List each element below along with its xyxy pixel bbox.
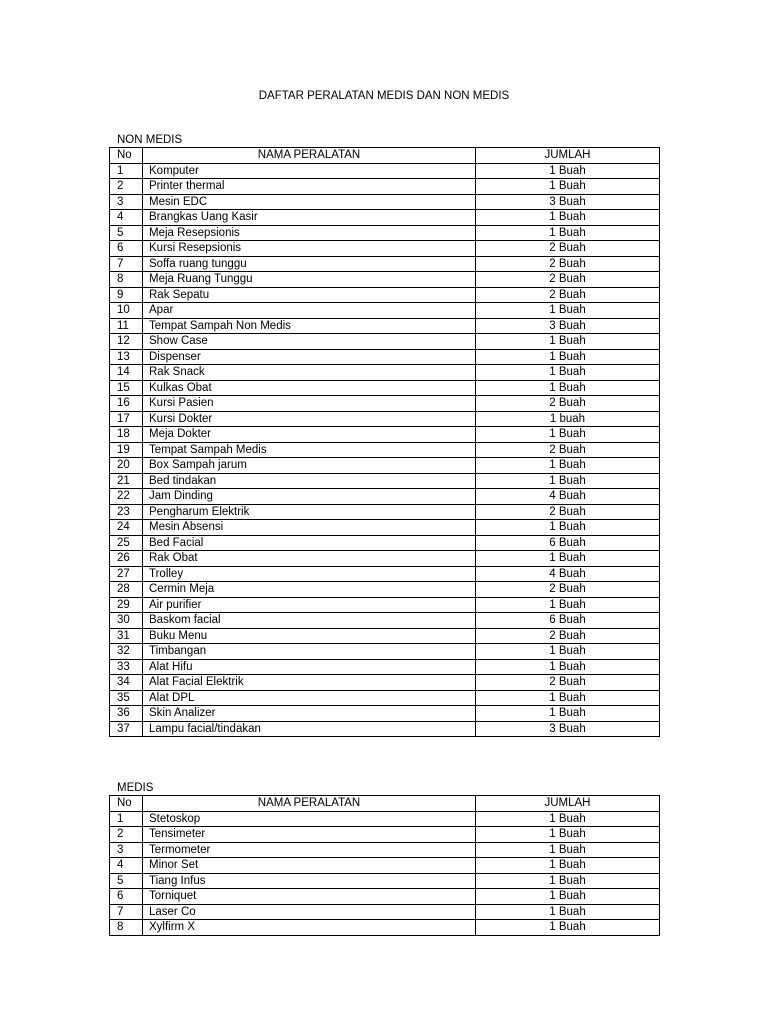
item-quantity: 1 Buah [476,644,660,660]
header-no: No [110,796,143,812]
item-quantity: 1 Buah [476,427,660,443]
item-name: Skin Analizer [143,706,476,722]
table-row [110,179,660,195]
section-label-medis: MEDIS [117,782,154,794]
table-body [110,811,660,935]
row-number: 1 [110,163,143,179]
table-row [110,458,660,474]
item-quantity: 1 Buah [476,827,660,843]
table-row [110,827,660,843]
table-medis [109,795,660,936]
row-number: 11 [110,318,143,334]
row-number: 22 [110,489,143,505]
table-row [110,442,660,458]
row-number: 4 [110,210,143,226]
item-quantity: 3 Buah [476,318,660,334]
row-number: 5 [110,225,143,241]
table-row [110,489,660,505]
header-qty: JUMLAH [476,148,660,164]
item-name: Timbangan [143,644,476,660]
item-quantity: 2 Buah [476,396,660,412]
table-header-row [110,148,660,164]
table-row [110,365,660,381]
table-row [110,473,660,489]
table-row [110,411,660,427]
table-row [110,256,660,272]
table-row [110,504,660,520]
header-name: NAMA PERALATAN [143,796,476,812]
row-number: 31 [110,628,143,644]
row-number: 29 [110,597,143,613]
table-non-medis [109,147,660,737]
item-name: Komputer [143,163,476,179]
item-name: Pengharum Elektrik [143,504,476,520]
row-number: 35 [110,690,143,706]
row-number: 6 [110,889,143,905]
row-number: 13 [110,349,143,365]
row-number: 6 [110,241,143,257]
row-number: 24 [110,520,143,536]
row-number: 2 [110,827,143,843]
row-number: 7 [110,256,143,272]
row-number: 9 [110,287,143,303]
item-quantity: 1 Buah [476,520,660,536]
item-name: Apar [143,303,476,319]
table-row [110,318,660,334]
page-title: DAFTAR PERALATAN MEDIS DAN NON MEDIS [258,90,510,102]
item-name: Torniquet [143,889,476,905]
item-quantity: 1 Buah [476,179,660,195]
table-row [110,551,660,567]
row-number: 34 [110,675,143,691]
item-quantity: 6 Buah [476,613,660,629]
table-row [110,520,660,536]
item-quantity: 1 Buah [476,163,660,179]
item-name: Laser Co [143,904,476,920]
table-row [110,675,660,691]
table-row [110,873,660,889]
item-name: Soffa ruang tunggu [143,256,476,272]
table-row [110,241,660,257]
row-number: 3 [110,842,143,858]
item-name: Alat Hifu [143,659,476,675]
table-row [110,613,660,629]
item-name: Mesin Absensi [143,520,476,536]
item-quantity: 1 Buah [476,597,660,613]
item-quantity: 1 Buah [476,904,660,920]
row-number: 23 [110,504,143,520]
header-name: NAMA PERALATAN [143,148,476,164]
table-row [110,349,660,365]
table-row [110,566,660,582]
item-name: Meja Resepsionis [143,225,476,241]
row-number: 16 [110,396,143,412]
item-quantity: 3 Buah [476,194,660,210]
item-quantity: 1 Buah [476,551,660,567]
item-name: Cermin Meja [143,582,476,598]
item-quantity: 1 Buah [476,690,660,706]
table-row [110,721,660,737]
item-name: Alat Facial Elektrik [143,675,476,691]
item-name: Air purifier [143,597,476,613]
row-number: 20 [110,458,143,474]
row-number: 14 [110,365,143,381]
item-quantity: 1 Buah [476,889,660,905]
table-row [110,889,660,905]
item-quantity: 1 Buah [476,706,660,722]
item-name: Termometer [143,842,476,858]
item-name: Alat DPL [143,690,476,706]
item-quantity: 2 Buah [476,582,660,598]
table-row [110,380,660,396]
item-name: Mesin EDC [143,194,476,210]
section-label-non-medis: NON MEDIS [117,134,183,146]
table-body [110,163,660,737]
table-row [110,225,660,241]
row-number: 33 [110,659,143,675]
table-header-row [110,796,660,812]
item-name: Meja Ruang Tunggu [143,272,476,288]
item-name: Kursi Resepsionis [143,241,476,257]
row-number: 1 [110,811,143,827]
item-quantity: 4 Buah [476,489,660,505]
item-name: Tiang Infus [143,873,476,889]
item-quantity: 1 Buah [476,473,660,489]
item-name: Rak Obat [143,551,476,567]
item-name: Kulkas Obat [143,380,476,396]
item-name: Tempat Sampah Medis [143,442,476,458]
table-row [110,628,660,644]
item-name: Tempat Sampah Non Medis [143,318,476,334]
item-quantity: 1 Buah [476,458,660,474]
item-quantity: 2 Buah [476,256,660,272]
item-quantity: 1 Buah [476,225,660,241]
table-row [110,194,660,210]
table-row [110,334,660,350]
item-name: Box Sampah jarum [143,458,476,474]
row-number: 7 [110,904,143,920]
row-number: 27 [110,566,143,582]
item-name: Trolley [143,566,476,582]
item-quantity: 1 Buah [476,659,660,675]
row-number: 8 [110,272,143,288]
item-quantity: 1 Buah [476,380,660,396]
row-number: 15 [110,380,143,396]
item-quantity: 6 Buah [476,535,660,551]
table-row [110,920,660,936]
item-name: Kursi Dokter [143,411,476,427]
row-number: 37 [110,721,143,737]
item-name: Bed tindakan [143,473,476,489]
item-quantity: 1 Buah [476,858,660,874]
item-name: Kursi Pasien [143,396,476,412]
row-number: 26 [110,551,143,567]
item-quantity: 1 buah [476,411,660,427]
table-row [110,690,660,706]
item-name: Brangkas Uang Kasir [143,210,476,226]
table-row [110,163,660,179]
table-row [110,582,660,598]
item-name: Buku Menu [143,628,476,644]
table-row [110,210,660,226]
row-number: 10 [110,303,143,319]
item-quantity: 2 Buah [476,628,660,644]
table-row [110,904,660,920]
row-number: 36 [110,706,143,722]
item-quantity: 2 Buah [476,241,660,257]
item-name: Bed Facial [143,535,476,551]
table-row [110,644,660,660]
row-number: 21 [110,473,143,489]
item-name: Meja Dokter [143,427,476,443]
item-name: Stetoskop [143,811,476,827]
item-quantity: 1 Buah [476,920,660,936]
row-number: 19 [110,442,143,458]
row-number: 5 [110,873,143,889]
row-number: 3 [110,194,143,210]
item-quantity: 2 Buah [476,287,660,303]
table-row [110,535,660,551]
item-quantity: 1 Buah [476,349,660,365]
row-number: 8 [110,920,143,936]
row-number: 32 [110,644,143,660]
row-number: 30 [110,613,143,629]
item-name: Baskom facial [143,613,476,629]
item-name: Lampu facial/tindakan [143,721,476,737]
item-quantity: 1 Buah [476,303,660,319]
table-row [110,706,660,722]
row-number: 2 [110,179,143,195]
table-row [110,858,660,874]
item-quantity: 1 Buah [476,811,660,827]
table-row [110,842,660,858]
table-row [110,659,660,675]
row-number: 25 [110,535,143,551]
table-row [110,303,660,319]
table-row [110,811,660,827]
header-no: No [110,148,143,164]
item-quantity: 2 Buah [476,272,660,288]
header-qty: JUMLAH [476,796,660,812]
row-number: 17 [110,411,143,427]
item-quantity: 1 Buah [476,365,660,381]
item-quantity: 2 Buah [476,504,660,520]
table-row [110,396,660,412]
item-name: Rak Snack [143,365,476,381]
table-row [110,597,660,613]
item-quantity: 4 Buah [476,566,660,582]
table-row [110,427,660,443]
item-name: Dispenser [143,349,476,365]
item-name: Rak Sepatu [143,287,476,303]
item-quantity: 1 Buah [476,210,660,226]
item-quantity: 1 Buah [476,873,660,889]
row-number: 4 [110,858,143,874]
item-quantity: 1 Buah [476,334,660,350]
row-number: 28 [110,582,143,598]
item-quantity: 1 Buah [476,842,660,858]
row-number: 12 [110,334,143,350]
item-quantity: 2 Buah [476,442,660,458]
row-number: 18 [110,427,143,443]
item-name: Jam Dinding [143,489,476,505]
item-name: Printer thermal [143,179,476,195]
item-name: Xylfirm X [143,920,476,936]
item-name: Tensimeter [143,827,476,843]
item-quantity: 3 Buah [476,721,660,737]
table-row [110,287,660,303]
item-quantity: 2 Buah [476,675,660,691]
item-name: Show Case [143,334,476,350]
table-row [110,272,660,288]
item-name: Minor Set [143,858,476,874]
